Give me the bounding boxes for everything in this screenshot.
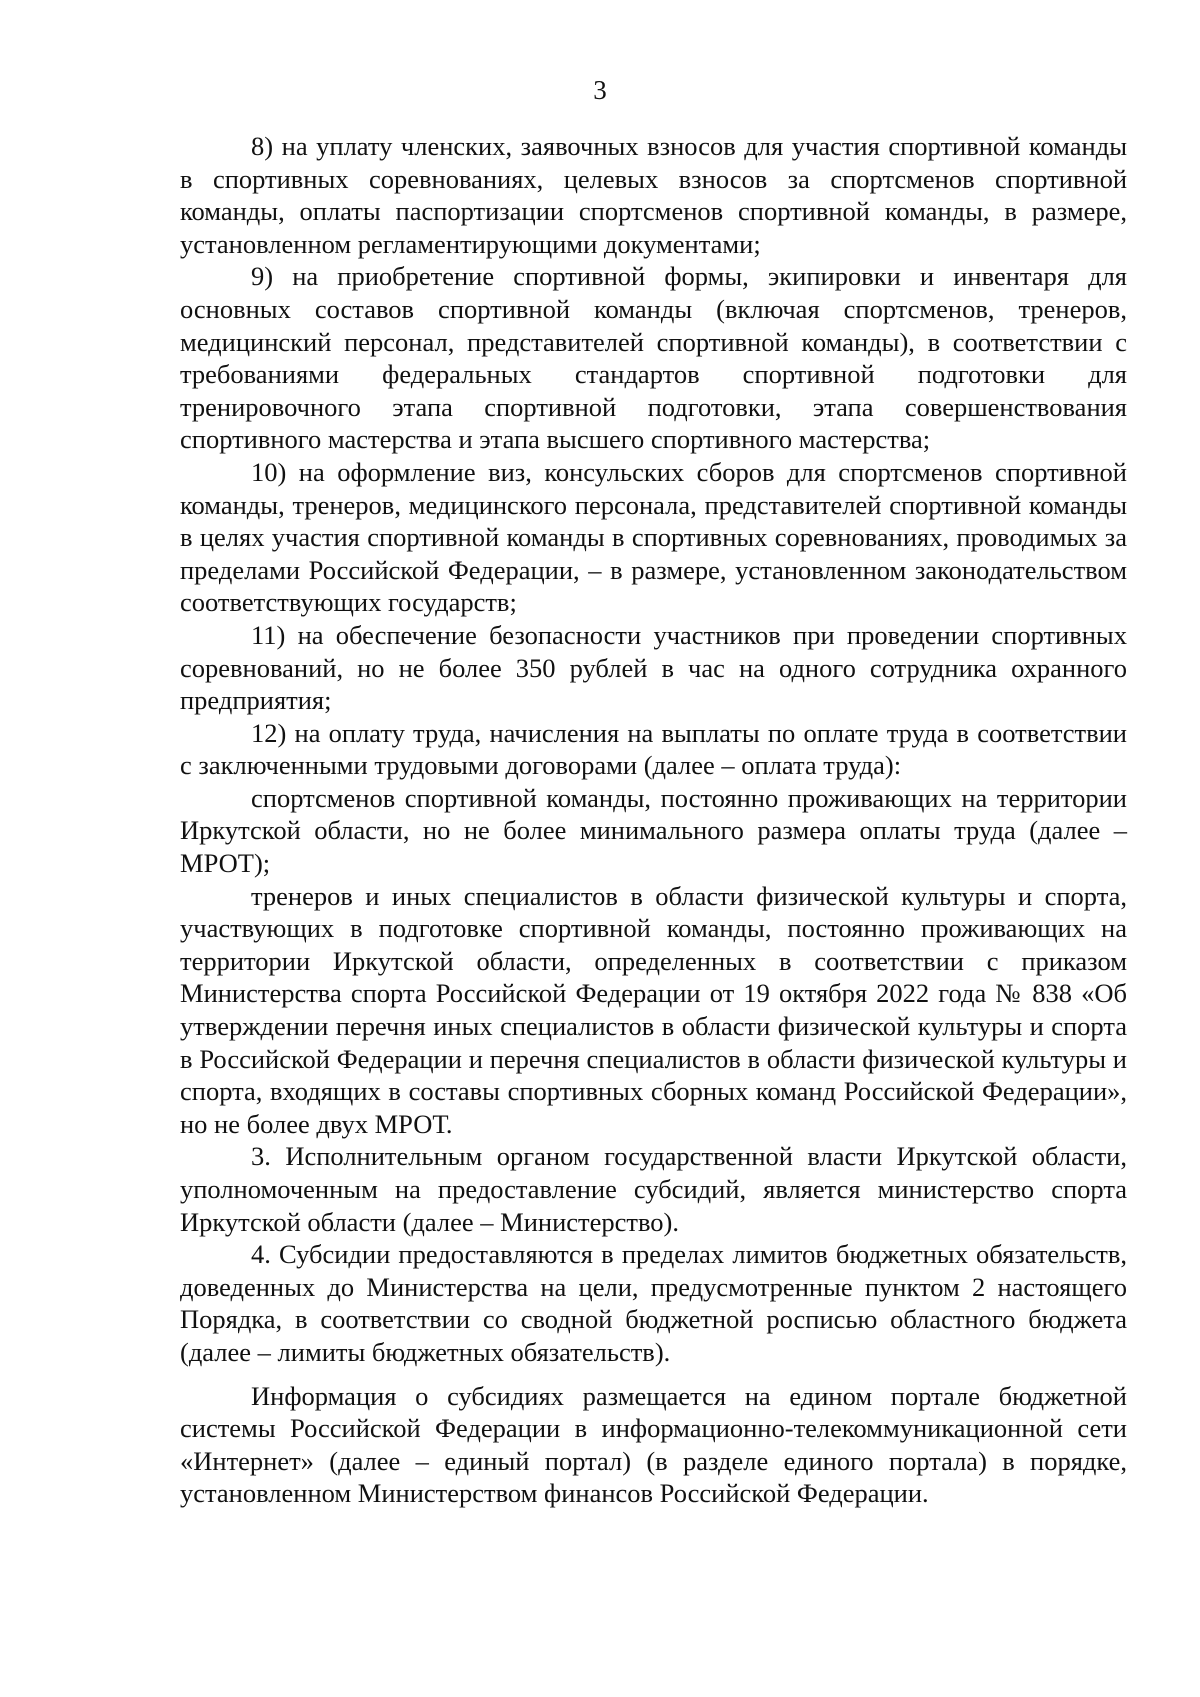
page-number: 3 [593,75,607,105]
paragraph-coaches-wages: тренеров и иных специалистов в области физической культуры и спорта, участвующих в подготовке спортивной команды, постоянно проживающих на территории Иркутской области, определенных в соответствии с приказом Министерства спорта Российской Федерации от 19 октября 2022 года № 838 «Об утверждении перечня иных специалистов в области физической культуры и спорта в Российской Федерации и перечня специалистов в области физической культуры и спорта, входящих в составы спортивных сборных команд Российской Федерации», но не более двух МРОТ. [180,880,1127,1139]
paragraph-item-12: 12) на оплату труда, начисления на выплаты по оплате труда в соответствии с заключенными трудовыми договорами (далее – оплата труда): [180,717,1127,781]
paragraph-item-11: 11) на обеспечение безопасности участников при проведении спортивных соревнований, но не более 350 рублей в час на одного сотрудника охранного предприятия; [180,619,1127,716]
paragraph-section-4: 4. Субсидии предоставляются в пределах лимитов бюджетных обязательств, доведенных до Министерства на цели, предусмотренные пунктом 2 настоящего Порядка, в соответствии со сводной бюджетной росписью областного бюджета (далее – лимиты бюджетных обязательств). [180,1239,1127,1367]
paragraph-athletes-wages: спортсменов спортивной команды, постоянно проживающих на территории Иркутской области, но не более минимального размера оплаты труда (далее – МРОТ); [180,782,1127,879]
paragraph-item-9: 9) на приобретение спортивной формы, экипировки и инвентаря для основных составов спортивной команды (включая спортсменов, тренеров, медицинский персонал, представителей спортивной команды), в соответствии с требованиями федеральных стандартов спортивной подготовки для тренировочного этапа спортивной подготовки, этапа совершенствования спортивного мастерства и этапа высшего спортивного мастерства; [180,261,1127,455]
paragraph-subsidy-info: Информация о субсидиях размещается на едином портале бюджетной системы Российской Федерации в информационно-телекоммуникационной сети «Интернет» (далее – единый портал) (в разделе единого портала) в порядке, установленном Министерством финансов Российской Федерации. [180,1380,1127,1509]
paragraph-item-8: 8) на уплату членских, заявочных взносов для участия спортивной команды в спортивных соревнованиях, целевых взносов за спортсменов спортивной команды, оплаты паспортизации спортсменов спортивной команды, в размере, установленном регламентирующими документами; [180,131,1127,259]
paragraph-item-10: 10) на оформление виз, консульских сборов для спортсменов спортивной команды, тренеров, медицинского персонала, представителей спортивной команды в целях участия спортивной команды в спортивных соревнованиях, проводимых за пределами Российской Федерации, – в размере, установленном законодательством соответствующих государств; [180,456,1127,618]
paragraph-section-3: 3. Исполнительным органом государственной власти Иркутской области, уполномоченным на предоставление субсидий, является министерство спорта Иркутской области (далее – Министерство). [180,1141,1127,1237]
document-body [180,130,1127,1510]
